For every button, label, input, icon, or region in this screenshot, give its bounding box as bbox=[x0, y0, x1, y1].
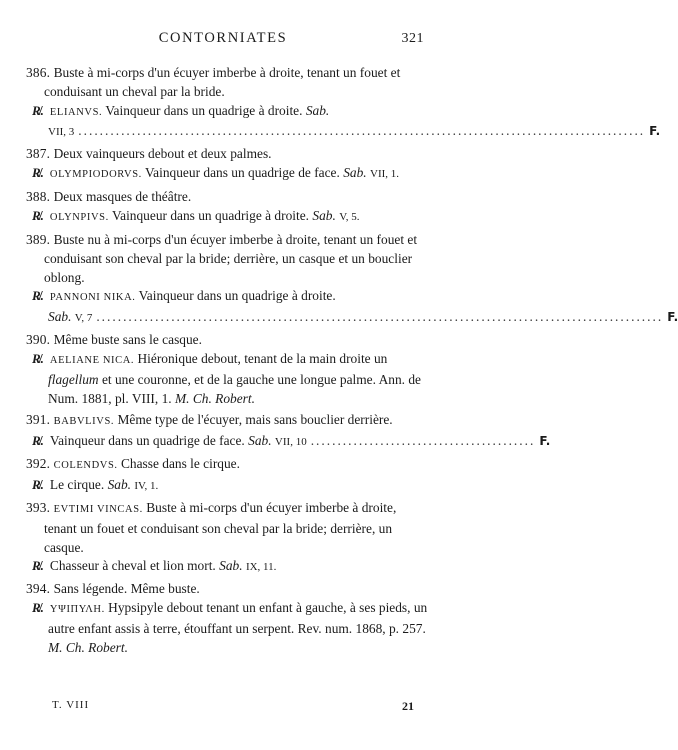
catalogue-entry-394 bbox=[26, 580, 428, 657]
obverse-description: Buste à mi-corps d'un écuyer imberbe à droite, tenant un fouet et conduisant son cheval par la bride; derrière, un casque. bbox=[44, 500, 397, 555]
running-title: CONTORNIATES bbox=[158, 30, 288, 46]
page-number: 321 bbox=[401, 31, 424, 46]
reference-abbrev: Sab. bbox=[343, 165, 367, 181]
reverse-legend: OLYMPIODORVS. bbox=[49, 169, 142, 181]
entry-obverse bbox=[26, 455, 428, 476]
reverse-legend: ΥΨΙΠΥΛΗ. bbox=[49, 604, 105, 616]
reverse-mark: R̸. bbox=[32, 433, 44, 449]
reference-plate: IV, 1. bbox=[134, 480, 159, 493]
reverse-description: Chasseur à cheval et lion mort. bbox=[49, 558, 216, 574]
entry-reverse bbox=[32, 350, 428, 408]
reference-line bbox=[48, 122, 661, 142]
reference-plate: V, 5. bbox=[339, 210, 360, 223]
rarity-flag: F. bbox=[539, 434, 551, 449]
reference-abbrev: Sab. bbox=[305, 102, 330, 118]
entry-number: 394. bbox=[26, 581, 51, 597]
catalogue-entry-387 bbox=[26, 145, 428, 185]
sheet-number: 21 bbox=[402, 699, 414, 713]
reverse-line-text bbox=[32, 432, 307, 452]
obverse-description: Même buste sans le casque. bbox=[53, 332, 202, 348]
reverse-mark: R̸. bbox=[32, 102, 44, 118]
reference-plate: VII, 3 bbox=[48, 126, 75, 139]
dot-leader: .......................................................................................................... bbox=[78, 123, 646, 139]
reverse-legend: AELIANE NICA. bbox=[49, 354, 135, 366]
entry-reverse bbox=[32, 164, 428, 185]
entry-reverse bbox=[32, 287, 428, 308]
entry-number: 387. bbox=[26, 146, 51, 162]
reverse-mark: R̸. bbox=[32, 477, 44, 493]
page-footer bbox=[0, 699, 446, 715]
reverse-description: Vainqueur dans un quadrige à droite. bbox=[111, 207, 310, 223]
reverse-description: Le cirque. bbox=[49, 477, 105, 493]
reference-plate: VII, 10 bbox=[274, 436, 307, 449]
reverse-description: Hypsipyle debout tenant un enfant à gauche, à ses pieds, un autre enfant assis à terre, étouffant un serpent. Rev. num. 1868, p. 257. bbox=[48, 600, 428, 637]
reverse-description: Vainqueur dans un quadrige de face. bbox=[145, 165, 340, 181]
reference-plate: IX, 11. bbox=[245, 561, 277, 574]
entry-obverse bbox=[26, 499, 428, 557]
entry-number: 389. bbox=[26, 231, 51, 247]
reverse-legend: ELIANVS. bbox=[49, 106, 103, 118]
obverse-description: Même type de l'écuyer, mais sans bouclier derrière. bbox=[117, 412, 393, 428]
entry-number: 393. bbox=[26, 500, 51, 516]
reference-abbrev: Sab. bbox=[312, 207, 336, 223]
entry-number: 390. bbox=[26, 332, 51, 348]
entry-obverse bbox=[26, 231, 428, 287]
entry-obverse bbox=[26, 411, 428, 432]
volume-signature: T. VIII bbox=[52, 699, 90, 711]
entry-number: 392. bbox=[26, 456, 51, 472]
entry-reverse bbox=[32, 557, 428, 577]
entry-reverse bbox=[32, 207, 428, 228]
catalogue-entries bbox=[26, 64, 678, 658]
entry-number: 388. bbox=[26, 189, 51, 205]
entry-obverse bbox=[26, 188, 428, 207]
reference-line-text bbox=[48, 308, 92, 328]
entry-number: 391. bbox=[26, 412, 51, 428]
reverse-description: Vainqueur dans un quadrige à droite. bbox=[138, 288, 336, 304]
reference-abbrev: Sab. bbox=[248, 433, 272, 449]
reverse-mark: R̸. bbox=[32, 207, 44, 223]
obverse-description: Sans légende. Même buste. bbox=[53, 581, 200, 597]
entry-reverse bbox=[32, 476, 428, 496]
reference-line bbox=[48, 308, 678, 328]
reverse-mark: R̸. bbox=[32, 288, 44, 304]
reverse-legend: PANNONI NIKA. bbox=[49, 292, 136, 304]
dot-leader: .......................................... bbox=[310, 433, 536, 449]
catalogue-entry-392 bbox=[26, 455, 428, 496]
reverse-mark: R̸. bbox=[32, 350, 44, 366]
reverse-description-part-2: et une couronne, et de la gauche une longue palme. Ann. de Num. 1881, pl. VIII, 1. bbox=[48, 371, 421, 406]
catalogue-entry-386 bbox=[26, 64, 661, 142]
obverse-description: Buste à mi-corps d'un écuyer imberbe à droite, tenant un fouet et conduisant un cheval par la bride. bbox=[44, 65, 401, 99]
dot-leader: .......................................................................................................... bbox=[96, 309, 664, 325]
obverse-description: Deux vainqueurs debout et deux palmes. bbox=[53, 146, 272, 162]
entry-obverse bbox=[26, 64, 428, 102]
obverse-description: Chasse dans le cirque. bbox=[120, 456, 240, 472]
rarity-flag: F. bbox=[667, 310, 678, 325]
rarity-flag: F. bbox=[649, 124, 661, 139]
reverse-italic-term: flagellum bbox=[48, 371, 99, 387]
page-header bbox=[0, 30, 446, 50]
obverse-description: Deux masques de théâtre. bbox=[53, 189, 192, 205]
reference-abbrev: Sab. bbox=[48, 309, 72, 325]
reference-author: M. Ch. Robert. bbox=[174, 390, 255, 406]
reverse-mark: R̸. bbox=[32, 600, 44, 616]
catalogue-entry-391 bbox=[26, 411, 551, 452]
obverse-legend: EVTIMI VINCAS. bbox=[53, 504, 143, 516]
catalogue-entry-388 bbox=[26, 188, 428, 228]
entry-reverse bbox=[32, 432, 551, 452]
obverse-legend: COLENDVS. bbox=[53, 460, 118, 472]
reference-abbrev: Sab. bbox=[107, 477, 131, 493]
reverse-description: Vainqueur dans un quadrige de face. bbox=[49, 433, 245, 449]
entry-reverse bbox=[32, 102, 428, 123]
reverse-legend: OLYNPIVS. bbox=[49, 211, 109, 223]
reverse-mark: R̸. bbox=[32, 165, 44, 181]
reference-plate: V, 7 bbox=[74, 312, 93, 325]
entry-obverse bbox=[26, 145, 428, 164]
reference-plate: VII, 1. bbox=[370, 168, 400, 181]
reverse-description-part-1: Hiéronique debout, tenant de la main droite un bbox=[137, 350, 388, 366]
reverse-description: Vainqueur dans un quadrige à droite. bbox=[105, 102, 303, 118]
entry-obverse bbox=[26, 580, 428, 599]
catalogue-entry-390 bbox=[26, 331, 428, 408]
entry-obverse bbox=[26, 331, 428, 350]
obverse-legend: BABVLIVS. bbox=[53, 416, 115, 428]
reverse-mark: R̸. bbox=[32, 558, 44, 574]
entry-reverse bbox=[32, 599, 428, 657]
obverse-description: Buste nu à mi-corps d'un écuyer imberbe à droite, tenant un fouet et conduisant son cheval par la bride; derrière, un casque et un bouclier oblong. bbox=[44, 231, 418, 285]
catalogue-entry-389 bbox=[26, 231, 678, 328]
reference-abbrev: Sab. bbox=[219, 558, 243, 574]
reference-author: M. Ch. Robert. bbox=[48, 639, 128, 655]
catalogue-entry-393 bbox=[26, 499, 428, 577]
entry-number: 386. bbox=[26, 65, 51, 80]
